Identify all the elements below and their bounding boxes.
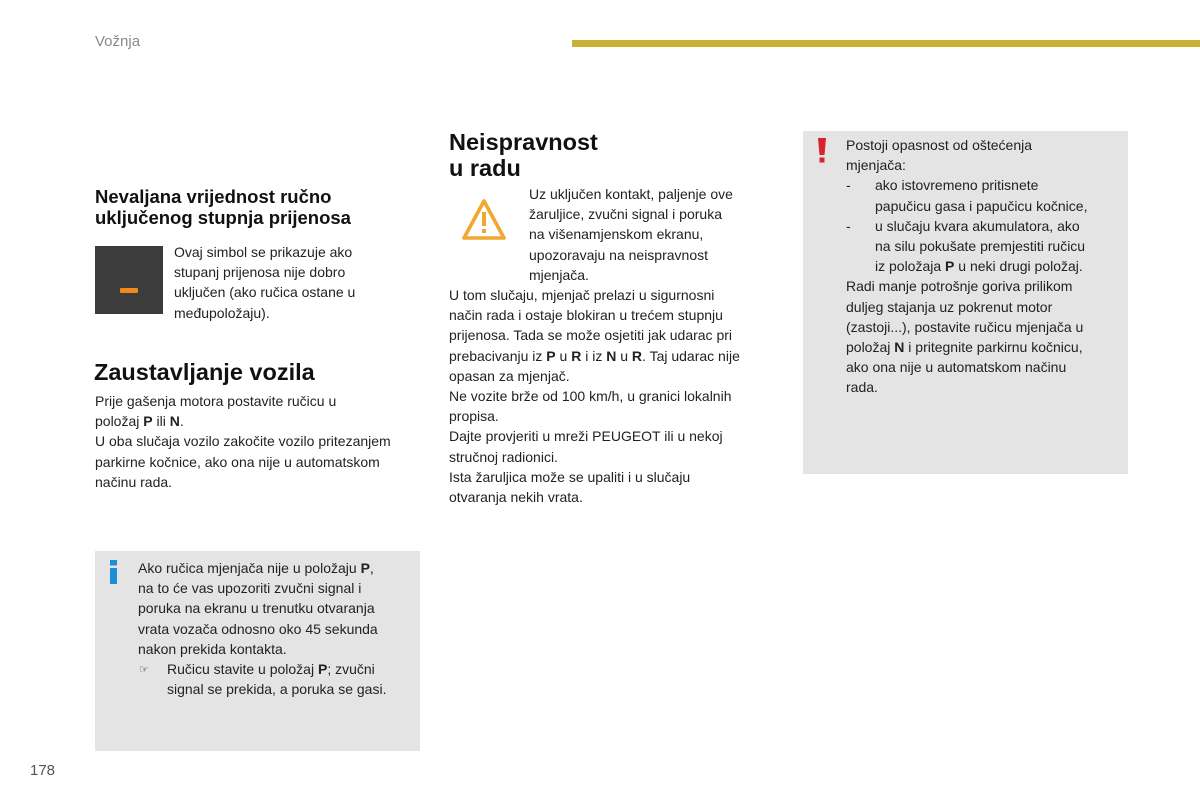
text-line	[846, 337, 1126, 357]
text-line: ako ona nije u automatskom načinu	[846, 359, 1067, 376]
text-line: Postoji opasnost od oštećenja	[846, 137, 1033, 153]
heading-line: Neispravnost	[449, 129, 598, 155]
text-line: Radi manje potrošnje goriva prilikom	[846, 278, 1073, 295]
text-line: ako istovremeno pritisnete	[875, 177, 1039, 194]
gear-p: P	[143, 413, 153, 430]
text-span: Ako ručica mjenjača nije u položaju	[138, 560, 361, 576]
text-line	[95, 411, 425, 431]
text-line: upozoravaju na neispravnost	[529, 246, 709, 263]
text-line: otvaranja nekih vrata.	[449, 489, 583, 506]
text-line: (zastoji...), postavite ručicu mjenjača u	[846, 318, 1084, 335]
text-span: u neki drugi položaj.	[954, 258, 1083, 275]
exclamation-icon	[815, 138, 829, 164]
gear-p: P	[546, 347, 556, 364]
dash-marker: -	[846, 217, 851, 234]
gear-p: P	[360, 560, 370, 576]
symbol-description	[174, 242, 414, 323]
text-line: prijenosa. Tada se može osjetiti jak udarac pri	[449, 327, 733, 344]
text-line: Uz uključen kontakt, paljenje ove	[529, 186, 733, 202]
caution-list-item	[846, 175, 1126, 215]
gear-p: P	[317, 661, 328, 678]
caution-text	[846, 135, 1126, 398]
text-line: na višenamjenskom ekranu,	[529, 226, 704, 243]
symbol-text-line: međupoložaju).	[174, 304, 270, 321]
fault-heading-line1: Nevaljana vrijednost ručno	[95, 186, 332, 207]
text-span: ili	[152, 413, 170, 430]
gear-p: P	[945, 258, 955, 275]
text-line: signal se prekida, a poruka se gasi.	[167, 681, 387, 698]
info-text	[138, 558, 418, 699]
text-line: u slučaju kvara akumulatora, ako	[875, 217, 1080, 234]
warning-description	[529, 184, 779, 285]
text-span: . Taj udarac nije	[642, 347, 740, 364]
text-line: na silu pokušate premjestiti ručicu	[875, 238, 1086, 255]
symbol-text-line: Ovaj simbol se prikazuje ako	[174, 244, 353, 260]
instruction-item	[138, 659, 418, 699]
text-line: vrata vozača odnosno oko 45 sekunda	[138, 620, 378, 637]
text-line: mjenjača.	[529, 266, 589, 283]
text-span: u	[616, 347, 632, 364]
text-line: način rada i ostaje blokiran u trećem stupnju	[449, 307, 723, 324]
dash-marker: -	[846, 177, 851, 194]
caution-list-item	[846, 216, 1126, 277]
text-line: rada.	[846, 379, 878, 396]
text-line: Dajte provjeriti u mreži PEUGEOT ili u nekoj	[449, 428, 723, 445]
text-line: U tom slučaju, mjenjač prelazi u sigurnosni	[449, 287, 715, 303]
malfunction-heading	[449, 129, 598, 181]
symbol-text-line: uključen (ako ručica ostane u	[174, 284, 356, 301]
fault-heading	[95, 186, 425, 228]
gear-n: N	[169, 413, 180, 430]
symbol-text-line: stupanj prijenosa nije dobro	[174, 264, 346, 281]
text-line: na to će vas upozoriti zvučni signal i	[138, 580, 362, 597]
gear-r: R	[571, 347, 582, 364]
malfunction-text	[449, 285, 784, 507]
text-line	[875, 256, 1126, 276]
gear-r: R	[631, 347, 643, 364]
gear-n: N	[606, 347, 617, 364]
info-icon	[107, 560, 121, 586]
text-span: i pritegnite parkirnu kočnicu,	[904, 339, 1083, 356]
text-line: Ne vozite brže od 100 km/h, u granici lokalnih	[449, 388, 732, 405]
text-line: žaruljice, zvučni signal i poruka	[529, 206, 722, 223]
text-span: položaj	[846, 339, 895, 356]
stop-vehicle-text	[95, 391, 425, 492]
text-span: prebacivanju iz	[449, 347, 547, 364]
text-line: nakon prekida kontakta.	[138, 640, 287, 657]
text-line	[449, 346, 784, 366]
section-title: Vožnja	[95, 33, 141, 50]
text-line: duljeg stajanja uz pokrenut motor	[846, 298, 1053, 315]
text-line: mjenjača:	[846, 157, 906, 174]
gear-position-fault-icon	[95, 246, 163, 314]
heading-line: u radu	[449, 155, 521, 181]
page-number: 178	[30, 762, 56, 779]
text-line: stručnoj radionici.	[449, 448, 558, 465]
text-line: papučicu gasa i papučicu kočnice,	[875, 197, 1088, 214]
text-line: parkirne kočnice, ako ona nije u automatskom	[95, 453, 380, 470]
text-span: ; zvučni	[327, 661, 375, 678]
header-accent-rule	[572, 40, 1200, 47]
text-span: položaj	[95, 413, 144, 430]
text-line: Prije gašenja motora postavite ručicu u	[95, 393, 337, 409]
text-span: ,	[369, 560, 374, 576]
text-span: i iz	[581, 347, 607, 364]
text-span: Ručicu stavite u položaj	[167, 661, 318, 678]
text-line	[138, 558, 418, 578]
text-line: Ista žaruljica može se upaliti i u slučaju	[449, 468, 691, 485]
text-span: .	[179, 413, 184, 430]
text-line	[167, 659, 418, 679]
pointing-hand-icon: ☞	[139, 664, 149, 677]
text-span: iz položaja	[875, 258, 946, 275]
symbol-dash	[120, 288, 138, 293]
fault-heading-line2: uključenog stupnja prijenosa	[95, 207, 351, 228]
warning-triangle-icon	[460, 197, 508, 243]
text-line: poruka na ekranu u trenutku otvaranja	[138, 600, 375, 617]
text-line: načinu rada.	[95, 473, 173, 490]
text-line: U oba slučaja vozilo zakočite vozilo pritezanjem	[95, 433, 391, 450]
text-span: u	[555, 347, 572, 364]
text-line: propisa.	[449, 408, 499, 425]
stop-vehicle-heading: Zaustavljanje vozila	[94, 359, 315, 385]
text-line: opasan za mjenjač.	[449, 367, 570, 384]
gear-n: N	[894, 339, 905, 356]
